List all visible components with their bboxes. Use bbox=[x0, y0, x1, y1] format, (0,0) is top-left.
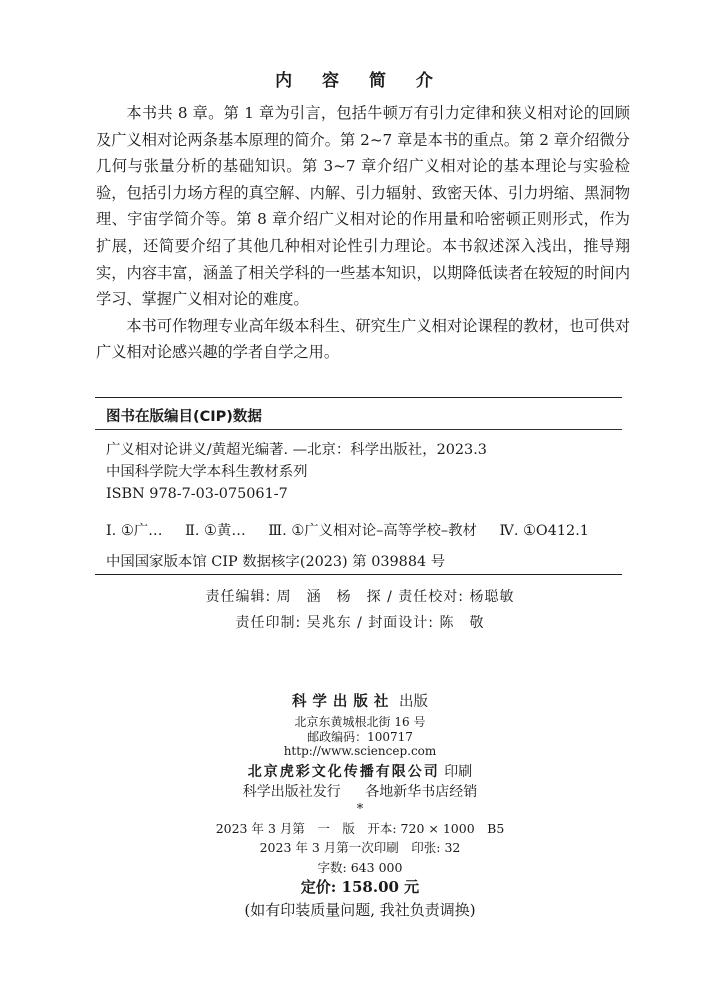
printer-suffix: 印刷 bbox=[444, 764, 473, 780]
publisher-line bbox=[0, 690, 720, 711]
cip-class-item: Ⅳ. ①O412.1 bbox=[499, 523, 589, 539]
credits-printing: 责任印制: 吴兆东 / 封面设计: 陈 敬 bbox=[235, 615, 485, 631]
cip-class-item: Ⅰ. ①广… bbox=[106, 523, 163, 539]
cip-title-line: 广义相对论讲义/黄超光编著. —北京：科学出版社，2023.3 bbox=[106, 442, 487, 458]
cip-isbn: ISBN 978-7-03-075061-7 bbox=[106, 486, 288, 502]
publisher-address: 北京东黄城根北街 16 号 bbox=[294, 715, 426, 729]
printing-line: 2023 年 3 月第一次印刷 印张: 32 bbox=[259, 840, 461, 855]
cip-divider bbox=[95, 429, 622, 430]
sellers: 各地新华书店经销 bbox=[365, 784, 478, 800]
credits-editors: 责任编辑: 周 涵 杨 探 / 责任校对: 杨聪敏 bbox=[205, 589, 515, 605]
cip-class-item: Ⅱ. ①黄… bbox=[185, 523, 246, 539]
distributor: 科学出版社发行 bbox=[242, 784, 341, 800]
cip-record-number: 中国国家版本馆 CIP 数据核字(2023) 第 039884 号 bbox=[106, 554, 446, 570]
cip-data-block bbox=[95, 397, 622, 575]
quality-note: (如有印装质量问题, 我社负责调换) bbox=[244, 901, 476, 919]
cip-classification bbox=[106, 519, 589, 540]
publisher-name: 科学出版社 bbox=[291, 694, 395, 710]
cip-class-item: Ⅲ. ①广义相对论–高等学校–教材 bbox=[268, 523, 477, 539]
distribution-line bbox=[0, 781, 720, 801]
publisher-postcode: 邮政编码：100717 bbox=[307, 730, 413, 744]
cip-heading: 图书在版编目(CIP)数据 bbox=[106, 409, 262, 425]
synopsis-paragraph: 本书可作物理专业高年级本科生、研究生广义相对论课程的教材，也可供对广义相对论感兴趣的学者自学之用。 bbox=[96, 316, 630, 362]
synopsis bbox=[96, 100, 630, 366]
page-title: 内 容 简 介 bbox=[275, 71, 445, 91]
edition-line: 2023 年 3 月第 一 版 开本: 720 × 1000 B5 bbox=[215, 821, 505, 836]
publisher-suffix: 出版 bbox=[399, 694, 429, 710]
printer-line bbox=[0, 761, 720, 781]
publisher-website: http://www.sciencep.com bbox=[283, 744, 437, 758]
separator-star: * bbox=[356, 802, 364, 817]
printer-name: 北京虎彩文化传播有限公司 bbox=[247, 764, 440, 780]
word-count: 字数: 643 000 bbox=[317, 860, 403, 875]
cip-series-line: 中国科学院大学本科生教材系列 bbox=[106, 464, 308, 480]
synopsis-paragraph: 本书共 8 章。第 1 章为引言，包括牛顿万有引力定律和狭义相对论的回顾及广义相对论两条基本原理的简介。第 2~7 章是本书的重点。第 2 章介绍微分几何与张量分析的基础知识。第 3~7 章介绍广义相对论的基本理论与实验检验，包括引力场方程的真空解、内解、引力辐射、致密天体、引力坍缩、黑洞物理、宇宙学简介等。第 8 章介绍广义相对论的作用量和哈密顿正则形式，作为扩展，还简要介绍了其他几种相对论性引力理论。本书叙述深入浅出，推导翔实，内容丰富，涵盖了相关学科的一些基本知识，以期降低读者在较短的时间内学习、掌握广义相对论的难度。 bbox=[96, 104, 630, 309]
price: 定价: 158.00 元 bbox=[300, 878, 420, 896]
